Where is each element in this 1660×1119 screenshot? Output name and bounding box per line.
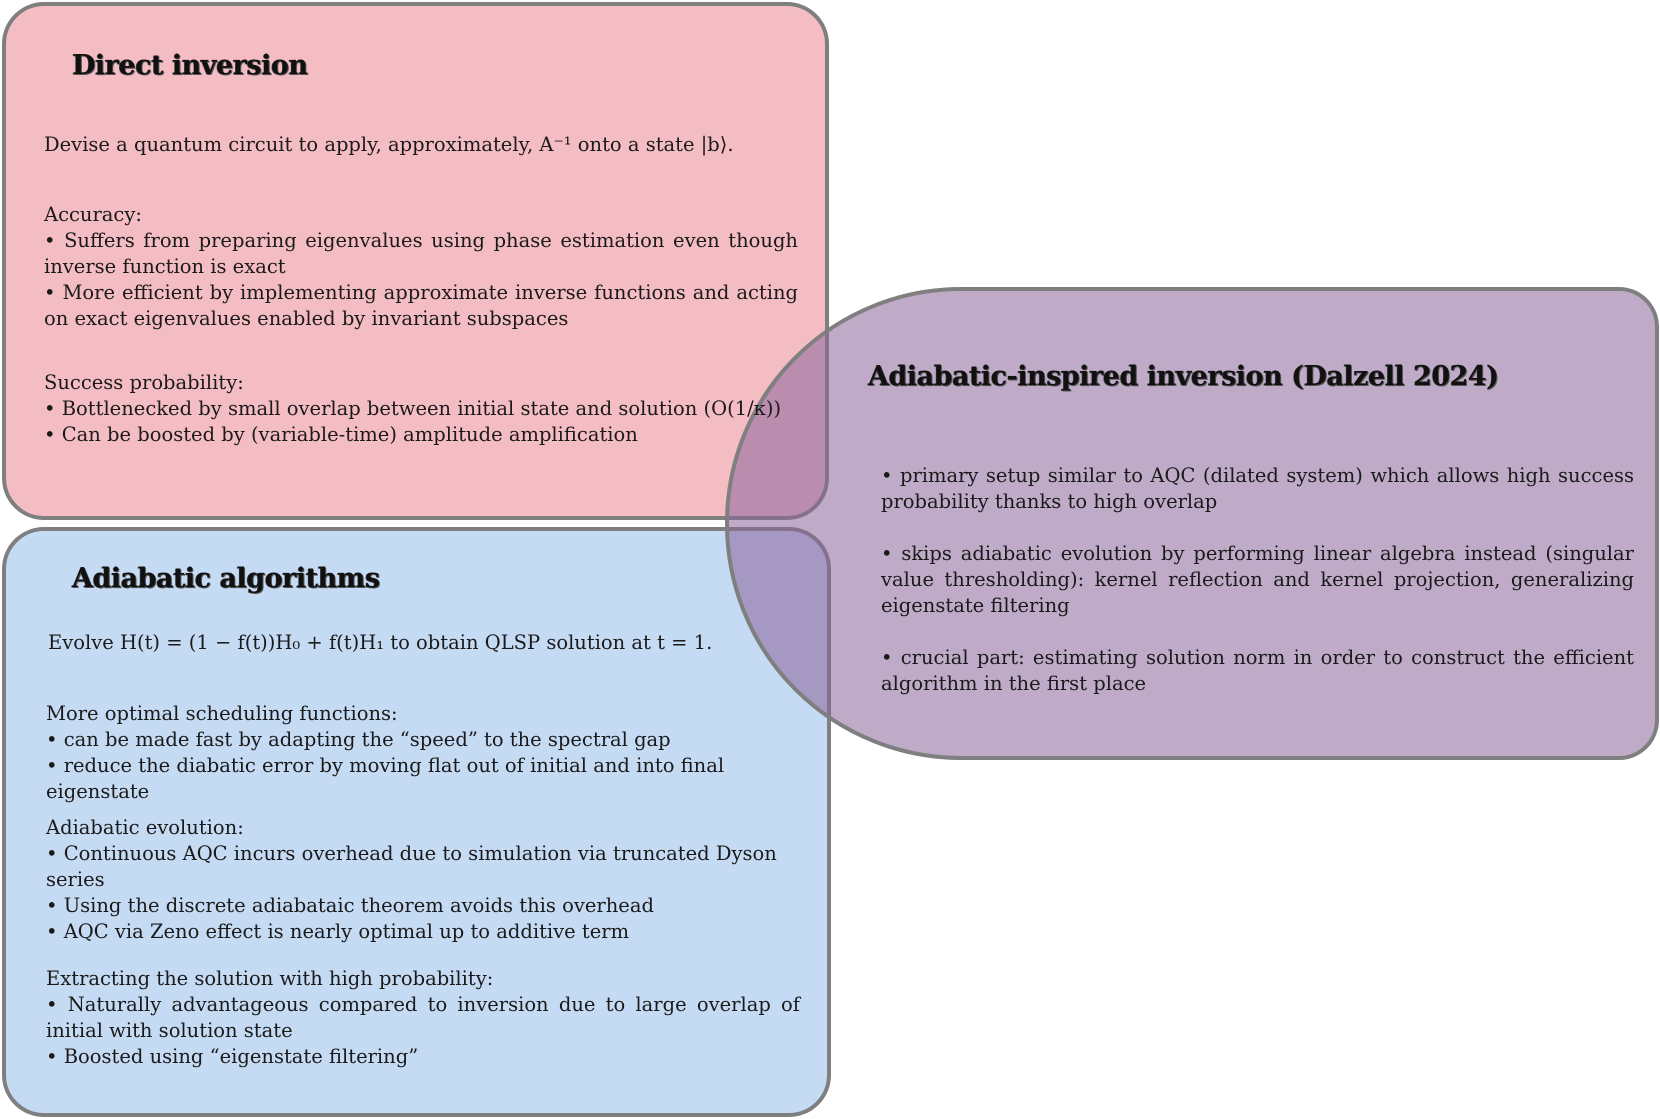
evolution-item-3: • AQC via Zeno effect is nearly optimal up to additive term	[46, 920, 630, 943]
scheduling-heading: More optimal scheduling functions:	[46, 702, 398, 725]
extraction-item-2: • Boosted using “eigenstate filtering”	[46, 1045, 419, 1068]
evolution-section	[46, 815, 806, 945]
scheduling-item-1: • can be made fast by adapting the “speed” to the spectral gap	[46, 728, 671, 751]
adiabatic-algorithms-title: Adiabatic algorithms	[72, 563, 380, 594]
success-item-1: • Bottlenecked by small overlap between initial state and solution (O(1/κ))	[44, 397, 782, 420]
dalzell-point-3: • crucial part: estimating solution norm in order to construct the efficient algorithm in the first place	[881, 646, 1634, 695]
direct-accuracy-section	[44, 202, 798, 332]
accuracy-item-1: • Suffers from preparing eigenvalues using phase estimation even though inverse function is exact	[44, 229, 798, 278]
accuracy-item-2: • More efficient by implementing approximate inverse functions and acting on exact eigenvalues enabled by invariant subspaces	[44, 281, 798, 330]
dalzell-point-2: • skips adiabatic evolution by performing linear algebra instead (singular value thresholding): kernel reflection and kernel projection, generalizing eigenstate filtering	[881, 542, 1634, 617]
direct-success-section	[44, 370, 804, 448]
adiabatic-intro: Evolve H(t) = (1 − f(t))H₀ + f(t)H₁ to obtain QLSP solution at t = 1.	[48, 631, 713, 654]
evolution-item-1: • Continuous AQC incurs overhead due to simulation via truncated Dyson series	[46, 842, 777, 891]
accuracy-heading: Accuracy:	[44, 203, 142, 226]
evolution-heading: Adiabatic evolution:	[46, 816, 244, 839]
extraction-section	[46, 966, 800, 1070]
scheduling-section	[46, 701, 806, 805]
direct-intro: Devise a quantum circuit to apply, approximately, A⁻¹ onto a state |b⟩.	[44, 133, 734, 156]
dalzell-title: Adiabatic-inspired inversion (Dalzell 2024)	[868, 361, 1499, 392]
dalzell-points	[881, 463, 1634, 697]
direct-inversion-title: Direct inversion	[72, 50, 308, 81]
extraction-heading: Extracting the solution with high probability:	[46, 967, 494, 990]
evolution-item-2: • Using the discrete adiabataic theorem avoids this overhead	[46, 894, 654, 917]
dalzell-point-1: • primary setup similar to AQC (dilated system) which allows high success probability thanks to high overlap	[881, 464, 1634, 513]
success-item-2: • Can be boosted by (variable-time) amplitude amplification	[44, 423, 638, 446]
success-heading: Success probability:	[44, 371, 244, 394]
scheduling-item-2: • reduce the diabatic error by moving flat out of initial and into final eigenstate	[46, 754, 725, 803]
extraction-item-1: • Naturally advantageous compared to inversion due to large overlap of initial with solution state	[46, 993, 800, 1042]
